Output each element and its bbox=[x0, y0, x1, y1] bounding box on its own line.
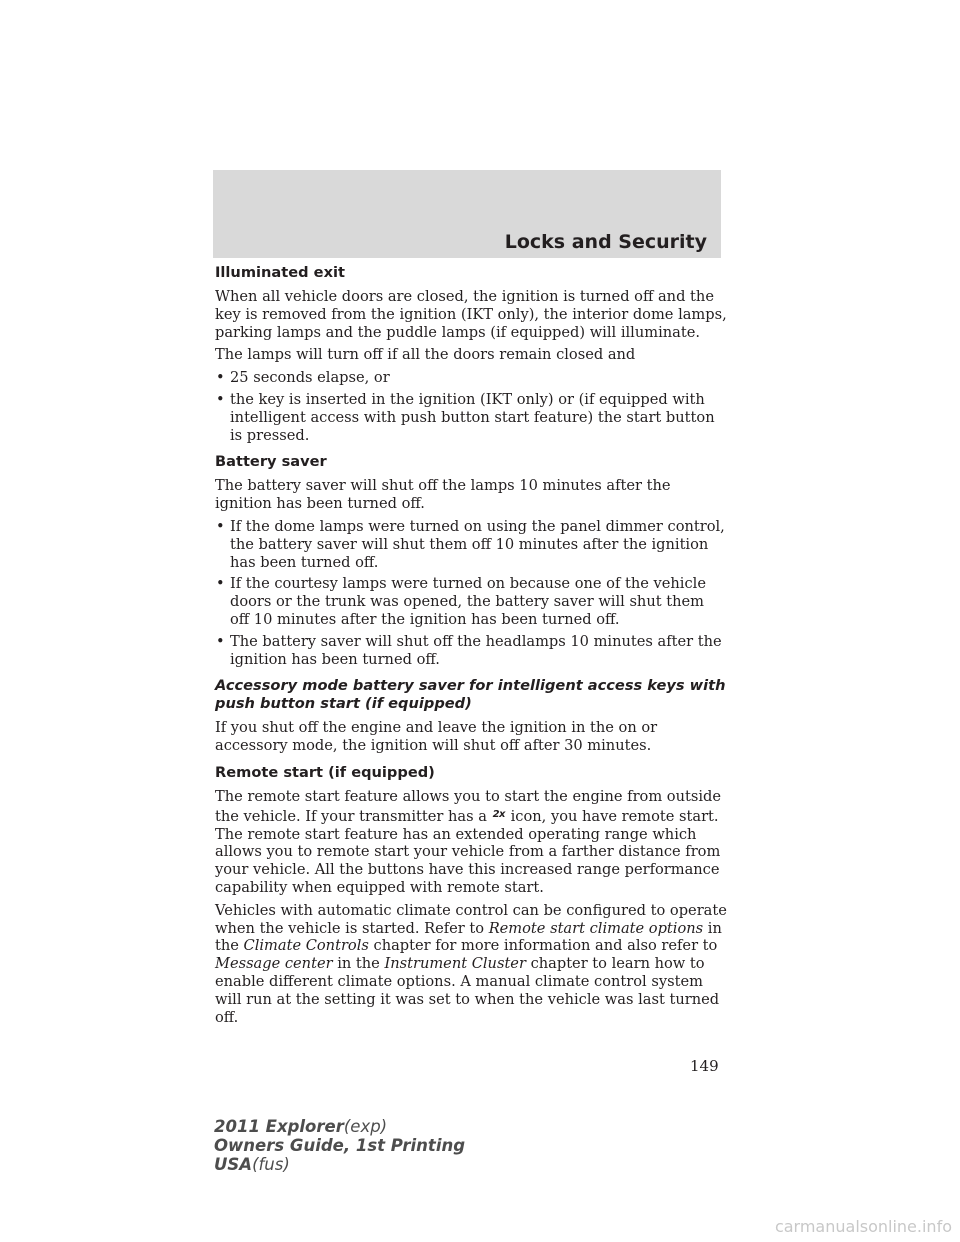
list-item-text: 25 seconds elapse, or bbox=[230, 369, 390, 387]
text-run: The remote start feature allows you to start the engine from outside the vehicle. If your transmitter has a bbox=[215, 787, 721, 825]
text-run: in the bbox=[337, 955, 380, 973]
list-item bbox=[215, 633, 727, 669]
list-item bbox=[215, 369, 727, 387]
text-run: Vehicles with automatic climate control can be configured to operate when the vehicle is started. Refer to bbox=[215, 901, 727, 937]
text-run: icon, you have remote start. The remote start feature has an extended operating range which allows you to remote start your vehicle from a farther distance from your vehicle. All the buttons have this increased range performance capability when equipped with remote start. bbox=[215, 807, 721, 896]
paragraph bbox=[215, 788, 727, 897]
list-item bbox=[215, 575, 727, 628]
bullet-list bbox=[215, 518, 727, 668]
paragraph: When all vehicle doors are closed, the ignition is turned off and the key is removed from the ignition (IKT only), the interior dome lamps, parking lamps and the puddle lamps (if equipped) will illuminate. bbox=[215, 288, 727, 341]
list-item-text: If the courtesy lamps were turned on because one of the vehicle doors or the trunk was opened, the battery saver will shut them off 10 minutes after the ignition has been turned off. bbox=[230, 575, 706, 628]
print-footer bbox=[214, 1117, 465, 1174]
section-heading: Remote start (if equipped) bbox=[215, 763, 435, 781]
bullet-icon: • bbox=[216, 517, 225, 535]
bullet-icon: • bbox=[216, 390, 225, 408]
text-run: chapter to learn how to enable different climate options. A manual climate control system will run at the setting it was set to when the vehicle was last turned off. bbox=[215, 955, 720, 1026]
list-item-text: If the dome lamps were turned on using the panel dimmer control, the battery saver will shut them off 10 minutes after the ignition has been turned off. bbox=[230, 517, 725, 571]
cross-reference: Remote start climate options bbox=[488, 919, 704, 937]
list-item-text: The battery saver will shut off the headlamps 10 minutes after the ignition has been turned off. bbox=[230, 632, 722, 668]
footer-guide: Owners Guide, 1st Printing bbox=[214, 1136, 466, 1155]
page-number: 149 bbox=[690, 1057, 719, 1075]
footer-line-market bbox=[214, 1155, 465, 1174]
page-content bbox=[215, 264, 727, 1035]
list-item-text: the key is inserted in the ignition (IKT only) or (if equipped with intelligent access with push button start feature) the start button is pressed. bbox=[230, 390, 715, 444]
footer-model: 2011 Explorer bbox=[214, 1117, 344, 1136]
section-battery-saver bbox=[215, 453, 727, 668]
text-run: in the bbox=[215, 919, 722, 955]
chapter-header-band bbox=[213, 170, 721, 258]
paragraph: The battery saver will shut off the lamps 10 minutes after the ignition has been turned off. bbox=[215, 477, 671, 513]
section-heading: Illuminated exit bbox=[215, 264, 345, 281]
cross-reference: Message center bbox=[215, 955, 333, 973]
list-item bbox=[215, 391, 727, 444]
cross-reference: Climate Controls bbox=[243, 937, 369, 955]
remote-start-2x-icon: 2x bbox=[492, 808, 505, 820]
watermark: carmanualsonline.info bbox=[774, 1217, 952, 1236]
footer-model-code: (exp) bbox=[343, 1117, 388, 1136]
chapter-title: Locks and Security bbox=[504, 231, 707, 253]
list-item bbox=[215, 518, 727, 571]
bullet-icon: • bbox=[216, 632, 225, 650]
footer-line-model bbox=[214, 1117, 465, 1136]
text-run: chapter for more information and also refer to bbox=[373, 937, 718, 955]
bullet-list bbox=[215, 369, 727, 444]
section-heading: Battery saver bbox=[215, 453, 327, 471]
paragraph: If you shut off the engine and leave the ignition in the on or accessory mode, the ignition will shut off after 30 minutes. bbox=[215, 719, 658, 755]
paragraph bbox=[215, 902, 727, 1027]
bullet-icon: • bbox=[216, 369, 225, 387]
paragraph: The lamps will turn off if all the doors remain closed and bbox=[215, 346, 636, 364]
bullet-icon: • bbox=[216, 575, 225, 593]
footer-line-guide bbox=[214, 1136, 465, 1155]
section-accessory-mode bbox=[215, 677, 727, 755]
cross-reference: Instrument Cluster bbox=[384, 955, 526, 973]
section-illuminated-exit bbox=[215, 264, 727, 444]
section-remote-start bbox=[215, 764, 727, 1026]
footer-market-code: (fus) bbox=[252, 1155, 290, 1174]
footer-market: USA bbox=[214, 1155, 253, 1174]
section-heading: Accessory mode battery saver for intelligent access keys with push button start (if equipped) bbox=[215, 677, 726, 713]
